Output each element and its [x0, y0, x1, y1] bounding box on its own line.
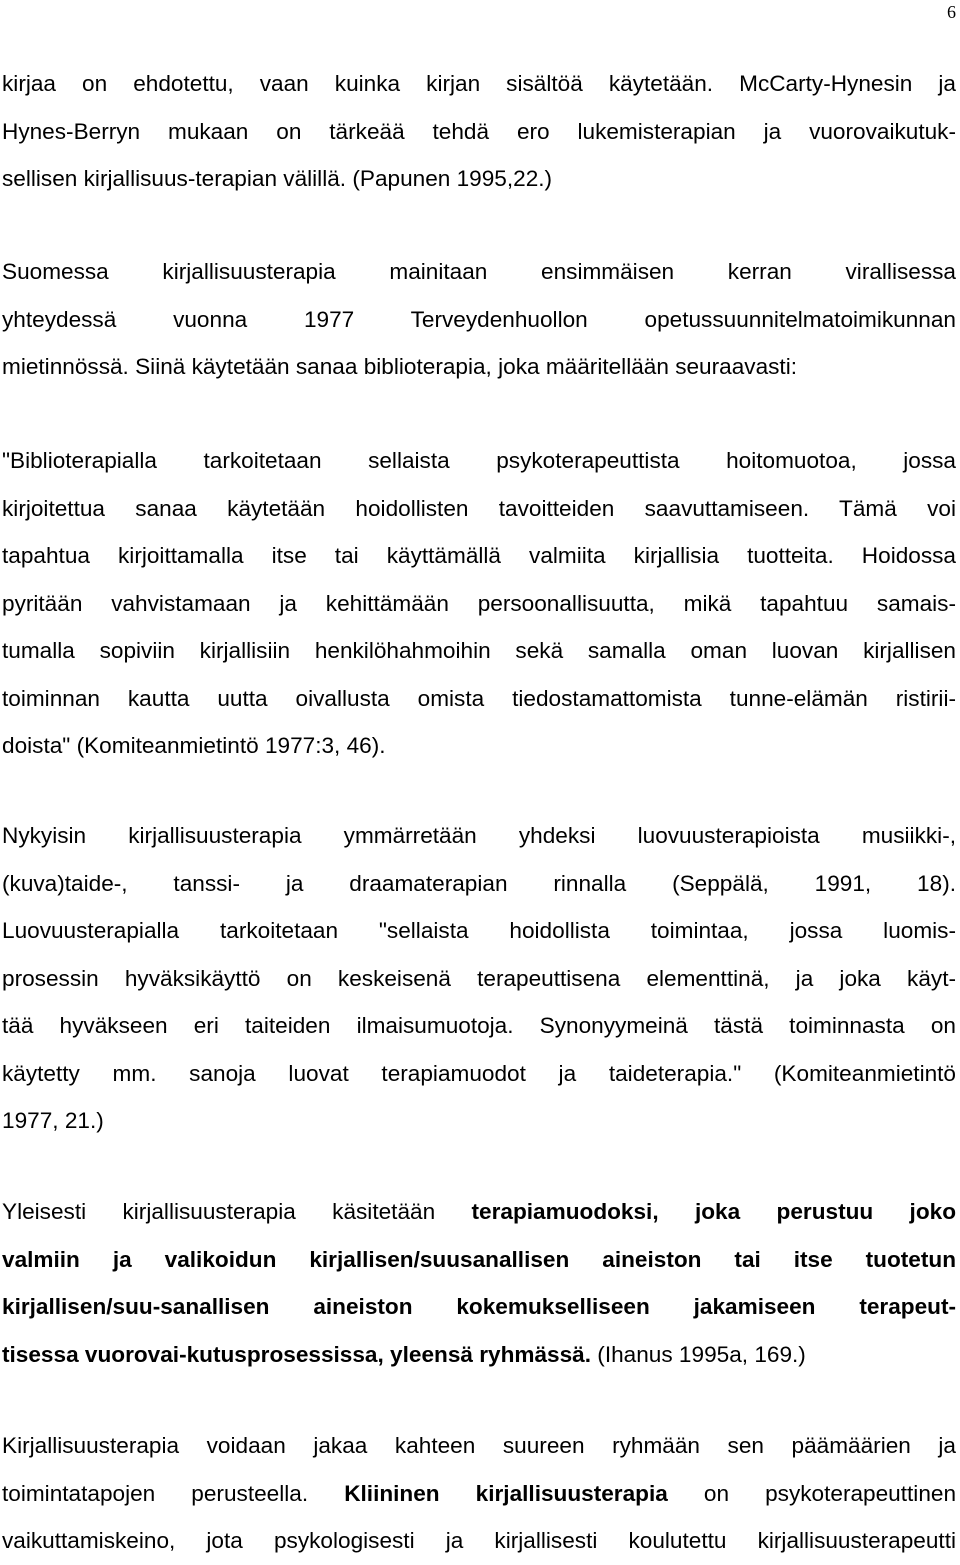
text-line: Hynes-Berryn mukaan on tärkeää tehdä ero lukemisterapian ja vuorovaikutuk- [2, 118, 956, 144]
text-line: prosessin hyväksikäyttö on keskeisenä terapeuttisena elementtinä, ja joka käyt- [2, 965, 956, 991]
text-line: vaikuttamiskeino, jota psykologisesti ja kirjallisesti koulutettu kirjallisuusterapeutti [2, 1528, 956, 1553]
text-line: kirjoitettua sanaa käytetään hoidollisten tavoitteiden saavuttamiseen. Tämä voi [2, 495, 956, 521]
text-line: yhteydessä vuonna 1977 Terveydenhuollon opetussuunnitelmatoimikunnan [2, 306, 956, 332]
text-bold: valmiin ja valikoidun kirjallisen/suusanallisen aineiston tai itse tuotetun [2, 1246, 956, 1272]
paragraph-5 [2, 1188, 956, 1378]
text-line [2, 1470, 956, 1518]
paragraph-2 [2, 248, 956, 391]
paragraph-1 [2, 60, 956, 203]
text-bold: kirjallisen/suu-sanallisen aineiston kokemukselliseen jakamiseen terapeut- [2, 1294, 956, 1319]
text-line: Nykyisin kirjallisuusterapia ymmärretään yhdeksi luovuusterapioista musiikki-, [2, 823, 956, 848]
text-line: mietinnössä. Siinä käytetään sanaa biblioterapia, joka määritellään seuraavasti: [2, 354, 798, 379]
text-normal: toimintatapojen perusteella. [2, 1480, 309, 1506]
text-normal: on psykoterapeuttinen [703, 1480, 956, 1506]
page-number: 6 [947, 2, 956, 22]
text-line [2, 1236, 956, 1284]
text-line: toiminnan kautta uutta oivallusta omista tiedostamattomista tunne-elämän ristirii- [2, 685, 956, 711]
text-line [2, 1188, 956, 1236]
text-line [2, 1283, 956, 1331]
text-line: pyritään vahvistamaan ja kehittämään persoonallisuutta, mikä tapahtuu samais- [2, 590, 956, 616]
text-normal: Yleisesti kirjallisuusterapia käsitetään [2, 1199, 436, 1224]
text-line: doista" (Komiteanmietintö 1977:3, 46). [2, 733, 386, 758]
paragraph-3-quote [2, 437, 956, 770]
text-line: kirjaa on ehdotettu, vaan kuinka kirjan sisältöä käytetään. McCarty-Hynesin ja [2, 71, 956, 96]
text-line: käytetty mm. sanoja luovat terapiamuodot ja taideterapia." (Komiteanmietintö [2, 1060, 956, 1086]
text-line: "Biblioterapialla tarkoitetaan sellaista psykoterapeuttista hoitomuotoa, jossa [2, 448, 956, 473]
text-bold: tisessa vuorovai-kutusprosessissa, yleensä ryhmässä. [2, 1341, 592, 1367]
text-line: Suomessa kirjallisuusterapia mainitaan ensimmäisen kerran virallisessa [2, 259, 956, 284]
text-line: Kirjallisuusterapia voidaan jakaa kahteen suureen ryhmään sen päämäärien ja [2, 1433, 956, 1458]
text-normal: (Ihanus 1995a, 169.) [597, 1341, 806, 1367]
text-line: tumalla sopiviin kirjallisiin henkilöhahmoihin sekä samalla oman luovan kirjallisen [2, 638, 956, 663]
text-line: sellisen kirjallisuus-terapian välillä. (Papunen 1995,22.) [2, 166, 553, 191]
paragraph-6 [2, 1422, 956, 1565]
text-bold: Kliininen kirjallisuusterapia [344, 1480, 668, 1506]
text-bold: terapiamuodoksi, joka perustuu joko [471, 1199, 956, 1224]
text-line: (kuva)taide-, tanssi- ja draamaterapian rinnalla (Seppälä, 1991, 18). [2, 870, 956, 896]
text-line: 1977, 21.) [2, 1108, 104, 1133]
text-line [2, 1331, 956, 1379]
text-line: tää hyväkseen eri taiteiden ilmaisumuotoja. Synonyymeinä tästä toiminnasta on [2, 1013, 956, 1038]
text-line: tapahtua kirjoittamalla itse tai käyttämällä valmiita kirjallisia tuotteita. Hoidossa [2, 543, 956, 568]
text-line: Luovuusterapialla tarkoitetaan "sellaista hoidollista toimintaa, jossa luomis- [2, 918, 956, 943]
paragraph-4 [2, 812, 956, 1145]
